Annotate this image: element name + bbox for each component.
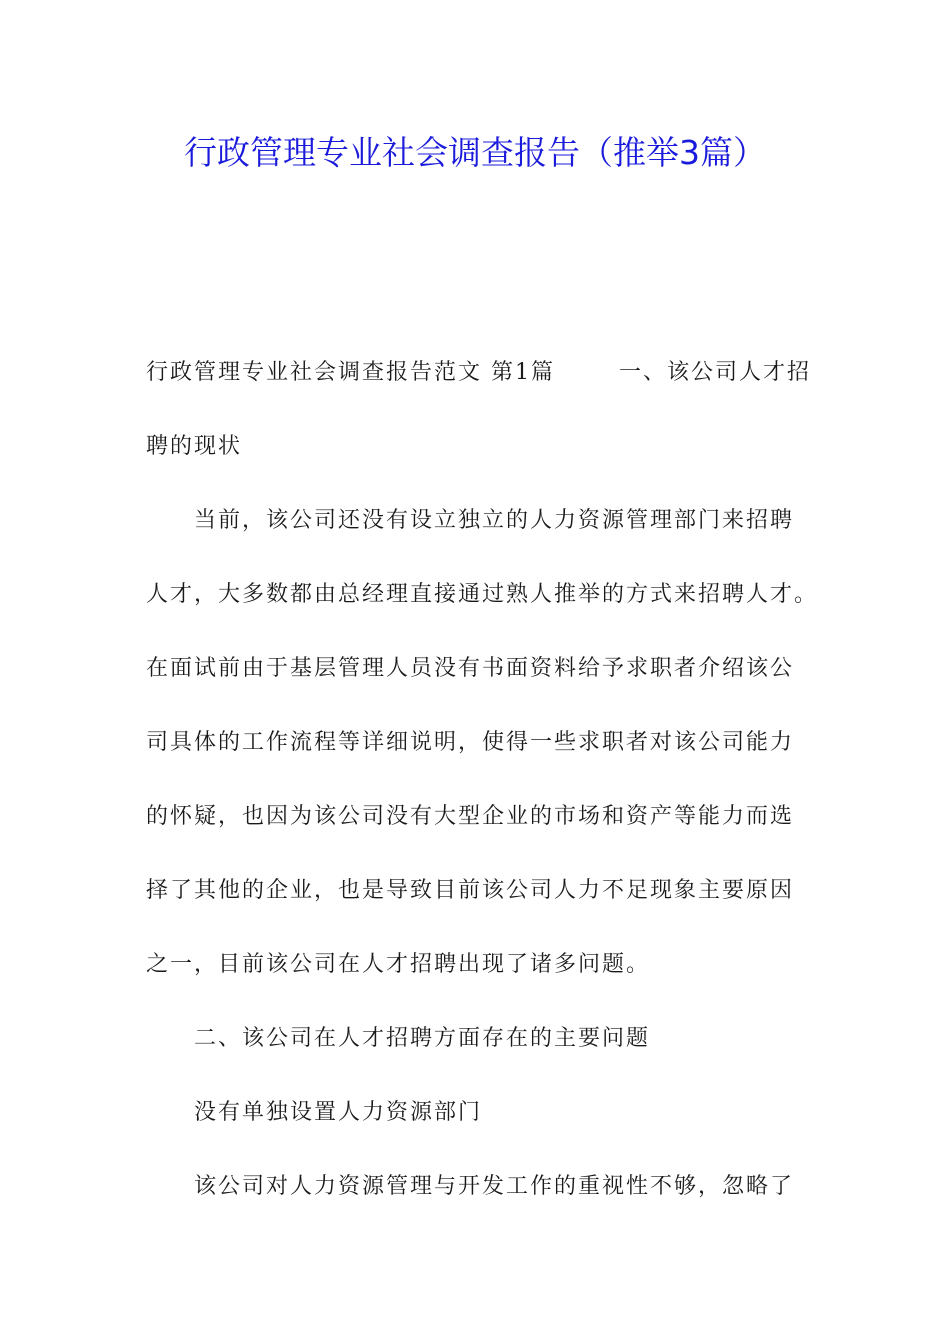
paragraph-1-line: 司具体的工作流程等详细说明，使得一些求职者对该公司能力 — [146, 730, 795, 755]
document-body — [146, 336, 819, 1224]
paragraph-1-line: 择了其他的企业，也是导致目前该公司人力不足现象主要原因 — [146, 878, 795, 903]
section-1-heading: 一、该公司人才招 — [619, 360, 812, 385]
heading-line-1 — [146, 336, 811, 410]
paragraph-1-line: 之一，目前该公司在人才招聘出现了诸多问题。 — [146, 952, 651, 977]
paragraph-1-line: 当前，该公司还没有设立独立的人力资源管理部门来招聘 — [194, 508, 795, 533]
report-heading: 行政管理专业社会调查报告范文 第1篇 — [146, 360, 555, 385]
section-2-heading: 二、该公司在人才招聘方面存在的主要问题 — [194, 1026, 651, 1051]
paragraph-1-line: 在面试前由于基层管理人员没有书面资料给予求职者介绍该公 — [146, 656, 795, 681]
paragraph-1-line: 人才，大多数都由总经理直接通过熟人推举的方式来招聘人才。 — [146, 582, 819, 607]
paragraph-1-line: 的怀疑，也因为该公司没有大型企业的市场和资产等能力而选 — [146, 804, 795, 829]
paragraph-2-line: 该公司对人力资源管理与开发工作的重视性不够，忽略了 — [194, 1174, 795, 1199]
subsection-heading: 没有单独设置人力资源部门 — [194, 1100, 483, 1125]
document-title: 行政管理专业社会调查报告（推举3篇） — [184, 133, 766, 172]
heading-line-2: 聘的现状 — [146, 434, 243, 459]
